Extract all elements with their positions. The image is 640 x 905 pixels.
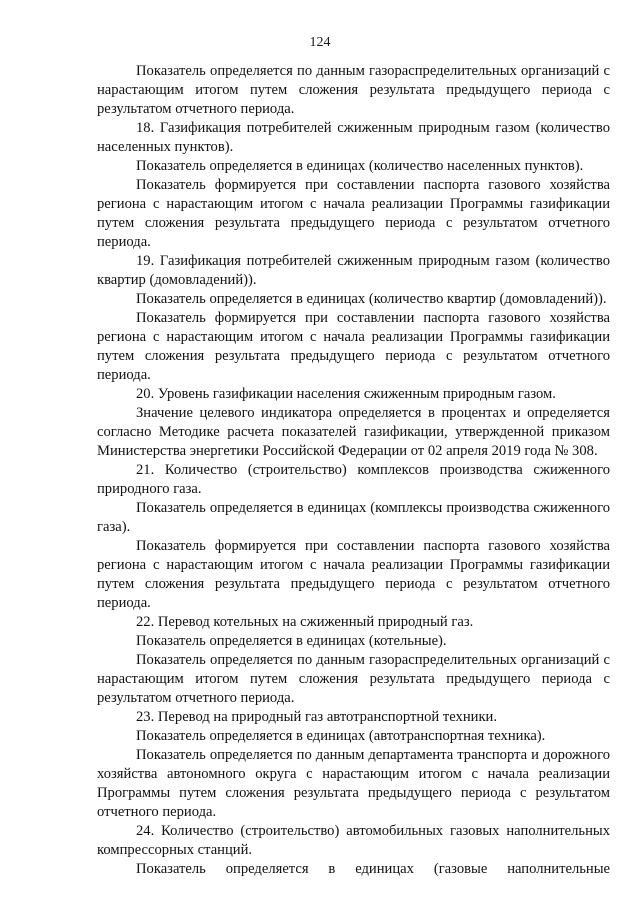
paragraph: Показатель определяется по данным газораспределительных организаций с нарастающим итогом путем сложения результата предыдущего периода с результатом отчетного периода. — [97, 63, 610, 117]
paragraph: Показатель формируется при составлении паспорта газового хозяйства региона с нарастающим итогом с начала реализации Программы газификации путем сложения результата предыдущего периода с результатом отчетного периода. — [97, 538, 610, 611]
section-heading: 24. Количество (строительство) автомобильных газовых наполнительных компрессорных станций. — [97, 823, 610, 858]
paragraph: Показатель определяется в единицах (количество квартир (домовладений)). — [136, 291, 607, 307]
section-heading: 20. Уровень газификации населения сжиженным природным газом. — [136, 386, 556, 402]
paragraph: Показатель определяется по данным газораспределительных организаций с нарастающим итогом путем сложения результата предыдущего периода с результатом отчетного периода. — [97, 652, 610, 706]
paragraph: Показатель определяется в единицах (количество населенных пунктов). — [136, 158, 584, 174]
section-heading: 18. Газификация потребителей сжиженным природным газом (количество населенных пунктов). — [97, 120, 610, 155]
paragraph: Показатель определяется по данным департамента транспорта и дорожного хозяйства автономного округа с нарастающим итогом с начала реализации Программы путем сложения результата предыдущего периода с результатом отчетного периода. — [97, 747, 610, 820]
section-heading: 23. Перевод на природный газ автотранспортной техники. — [136, 709, 498, 725]
section-heading: 19. Газификация потребителей сжиженным природным газом (количество квартир (домовладений)). — [97, 253, 610, 288]
paragraph: Значение целевого индикатора определяется в процентах и определяется согласно Методике расчета показателей газификации, утвержденной приказом Министерства энергетики Российской Федерации от 02 апреля 2019 года № 308. — [97, 405, 610, 459]
paragraph: Показатель определяется в единицах (комплексы производства сжиженного газа). — [97, 500, 610, 535]
paragraph: Показатель формируется при составлении паспорта газового хозяйства региона с нарастающим итогом с начала реализации Программы газификации путем сложения результата предыдущего периода с результатом отчетного периода. — [97, 310, 610, 383]
document-body — [97, 62, 610, 879]
paragraph: Показатель формируется при составлении паспорта газового хозяйства региона с нарастающим итогом с начала реализации Программы газификации путем сложения результата предыдущего периода с результатом отчетного периода. — [97, 177, 610, 250]
section-heading: 21. Количество (строительство) комплексов производства сжиженного природного газа. — [97, 462, 610, 497]
paragraph-truncated: Показатель определяется в единицах (газовые наполнительные — [136, 861, 610, 877]
paragraph: Показатель определяется в единицах (автотранспортная техника). — [136, 728, 546, 744]
page-number: 124 — [309, 35, 331, 50]
paragraph: Показатель определяется в единицах (котельные). — [136, 633, 447, 649]
section-heading: 22. Перевод котельных на сжиженный природный газ. — [136, 614, 474, 630]
